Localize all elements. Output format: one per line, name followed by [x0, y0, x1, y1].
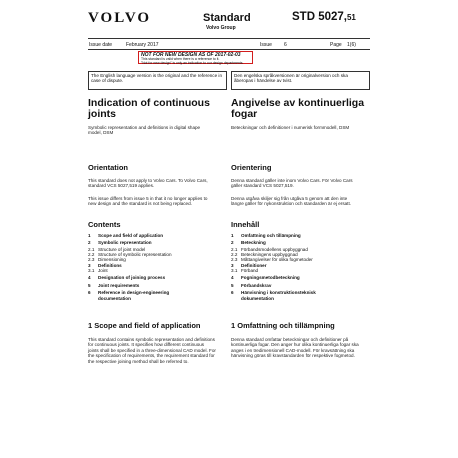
- scope-heading-sv: 1 Omfattning och tillämpning: [231, 321, 335, 330]
- toc-item-number: 2.2: [231, 251, 238, 257]
- toc-item-number: 6: [231, 290, 234, 295]
- toc-item-number: 1: [231, 233, 234, 238]
- toc-item-number: 2.1: [88, 246, 95, 252]
- notice-line-1: This standard is valid when there is a reference to it.: [141, 57, 220, 61]
- orientation-heading-en: Orientation: [88, 163, 129, 172]
- toc-item-text: Beteckningens uppbyggnad: [241, 251, 298, 257]
- title-sv: Angivelse av kontinuerliga fogar: [231, 97, 365, 120]
- toc-item-text: Structure of symbolic representation: [98, 251, 172, 257]
- toc-item-number: 3.1: [231, 268, 238, 273]
- toc-item-number: 2.3: [231, 256, 238, 262]
- toc-item-text: Reference in design-engineering: [98, 290, 170, 295]
- toc-item-number: 3.1: [88, 268, 95, 273]
- toc-item-text: dokumentation: [241, 295, 274, 301]
- toc-item-number: 2.2: [88, 251, 95, 257]
- issue-number: 6: [284, 42, 287, 48]
- notice-line-2: "Not for new design" is only an indication to our design departments.: [141, 60, 244, 65]
- toc-item-text: documentation: [98, 295, 131, 301]
- subtitle-sv: Beteckningar och definitioner i numerisk formmodell, DSM: [231, 125, 350, 130]
- header-rule-bottom: [88, 49, 370, 50]
- toc-item-number: 4: [231, 275, 234, 280]
- toc-item-number: 1: [88, 233, 91, 238]
- subtitle-en: Symbolic representation and definitions in digital shape model, DSM: [88, 125, 201, 136]
- toc-item-text: Beteckning: [241, 240, 266, 245]
- header-rule-top: [88, 38, 370, 39]
- toc-item-number: 6: [88, 290, 91, 295]
- standard-number-main: STD 5027,: [292, 11, 347, 23]
- toc-item-number: 2: [231, 240, 234, 245]
- toc-item-text: Definitioner: [241, 262, 267, 268]
- toc-item-text: Joint: [98, 268, 108, 273]
- toc-item-text: Dimensioning: [98, 256, 126, 262]
- orientation-heading-sv: Orientering: [231, 163, 272, 172]
- issue-date-label: Issue date: [89, 42, 113, 48]
- title-en: Indication of continuous joints: [88, 97, 210, 120]
- page-label: Page: [330, 42, 342, 48]
- toc-item-text: Definitions: [98, 262, 122, 268]
- toc-item-number: 3: [231, 262, 234, 268]
- document-type: Standard: [203, 12, 251, 24]
- toc-item-text: Hänvisning i konstruktionsteknisk: [241, 290, 316, 295]
- toc-item-number: 5: [231, 283, 234, 288]
- toc-item-text: Måttangivelser för olika fogmetoder: [241, 256, 313, 262]
- toc-item-text: Symbolic representation: [98, 240, 152, 245]
- orientation-p2-en: This issue differs from issue 5 in that it no longer applies to new design and the standard is not being replaced.: [88, 196, 208, 207]
- notice-title: NOT FOR NEW DESIGN AS OF 2017-02-03: [141, 52, 241, 58]
- standard-number-suffix: 51: [346, 13, 356, 22]
- contents-heading-sv: Innehåll: [231, 220, 260, 229]
- toc-item-number: 2.1: [231, 246, 238, 252]
- toc-item-text: Förbandsmodellens uppbyggnad: [241, 246, 308, 252]
- toc-item-text: Joint requirements: [98, 283, 140, 288]
- orientation-p2-sv: Denna utgåva skiljer sig från utgåva 5 genom att den inte längre gäller för nykonstruktion och standarden är ej ersatt.: [231, 196, 352, 207]
- toc-item-number: 2.3: [88, 256, 95, 262]
- page-number: 1(6): [347, 42, 356, 48]
- scope-text-en: This standard contains symbolic representation and definitions for continuous joints. It specifies how different continuous joints shall be specified in a three-dimensional CAD model. For the specification of requirements, the requirement standard for the respective joining method shall be referred to.: [88, 337, 216, 364]
- toc-item-number: 4: [88, 275, 91, 280]
- toc-item-text: Omfattning och tillämpning: [241, 233, 301, 238]
- scope-text-sv: Denna standard omfattar beteckningar och definitioner på kontinuerliga fogar. Den anger hur olika kontinuerliga fogar ska anges i en tredimensionell CAD-modell. För kravsättning ska hänvisning göras till kravstandarden för respektive fogmetod.: [231, 337, 359, 359]
- standard-number: [292, 11, 356, 23]
- orientation-p1-en: This standard does not apply to Volvo Cars. To Volvo Cars, standard VCS 5027,519 applies.: [88, 178, 208, 189]
- toc-item-number: 5: [88, 283, 91, 288]
- toc-item-text: Scope and field of application: [98, 233, 164, 238]
- toc-item-text: Förband: [241, 268, 259, 273]
- organization: Volvo Group: [206, 25, 236, 31]
- toc-item-text: Designation of joining process: [98, 275, 166, 280]
- language-note-sv: Den engelska språkversionen är originalversion och ska åberopas i händelse av tvist.: [231, 71, 370, 90]
- issue-label: Issue: [260, 42, 272, 48]
- toc-item-text: Förbandskrav: [241, 283, 272, 288]
- contents-heading-en: Contents: [88, 220, 121, 229]
- toc-item-number: 2: [88, 240, 91, 245]
- toc-item-number: 3: [88, 262, 91, 268]
- scope-heading-en: 1 Scope and field of application: [88, 321, 201, 330]
- toc-item-text: Structure of joint model: [98, 246, 146, 252]
- language-note-en: The English language version is the original and the reference in case of dispute.: [88, 71, 227, 90]
- volvo-logo: VOLVO: [88, 10, 152, 26]
- orientation-p1-sv: Denna standard gäller inte inom Volvo Cars. För Volvo Cars gäller standard VCS 5027,519.: [231, 178, 353, 189]
- not-for-new-design-notice: [138, 51, 253, 64]
- toc-item-text: Fogningsmetodbeteckning: [241, 275, 300, 280]
- issue-date: February 2017: [126, 42, 159, 48]
